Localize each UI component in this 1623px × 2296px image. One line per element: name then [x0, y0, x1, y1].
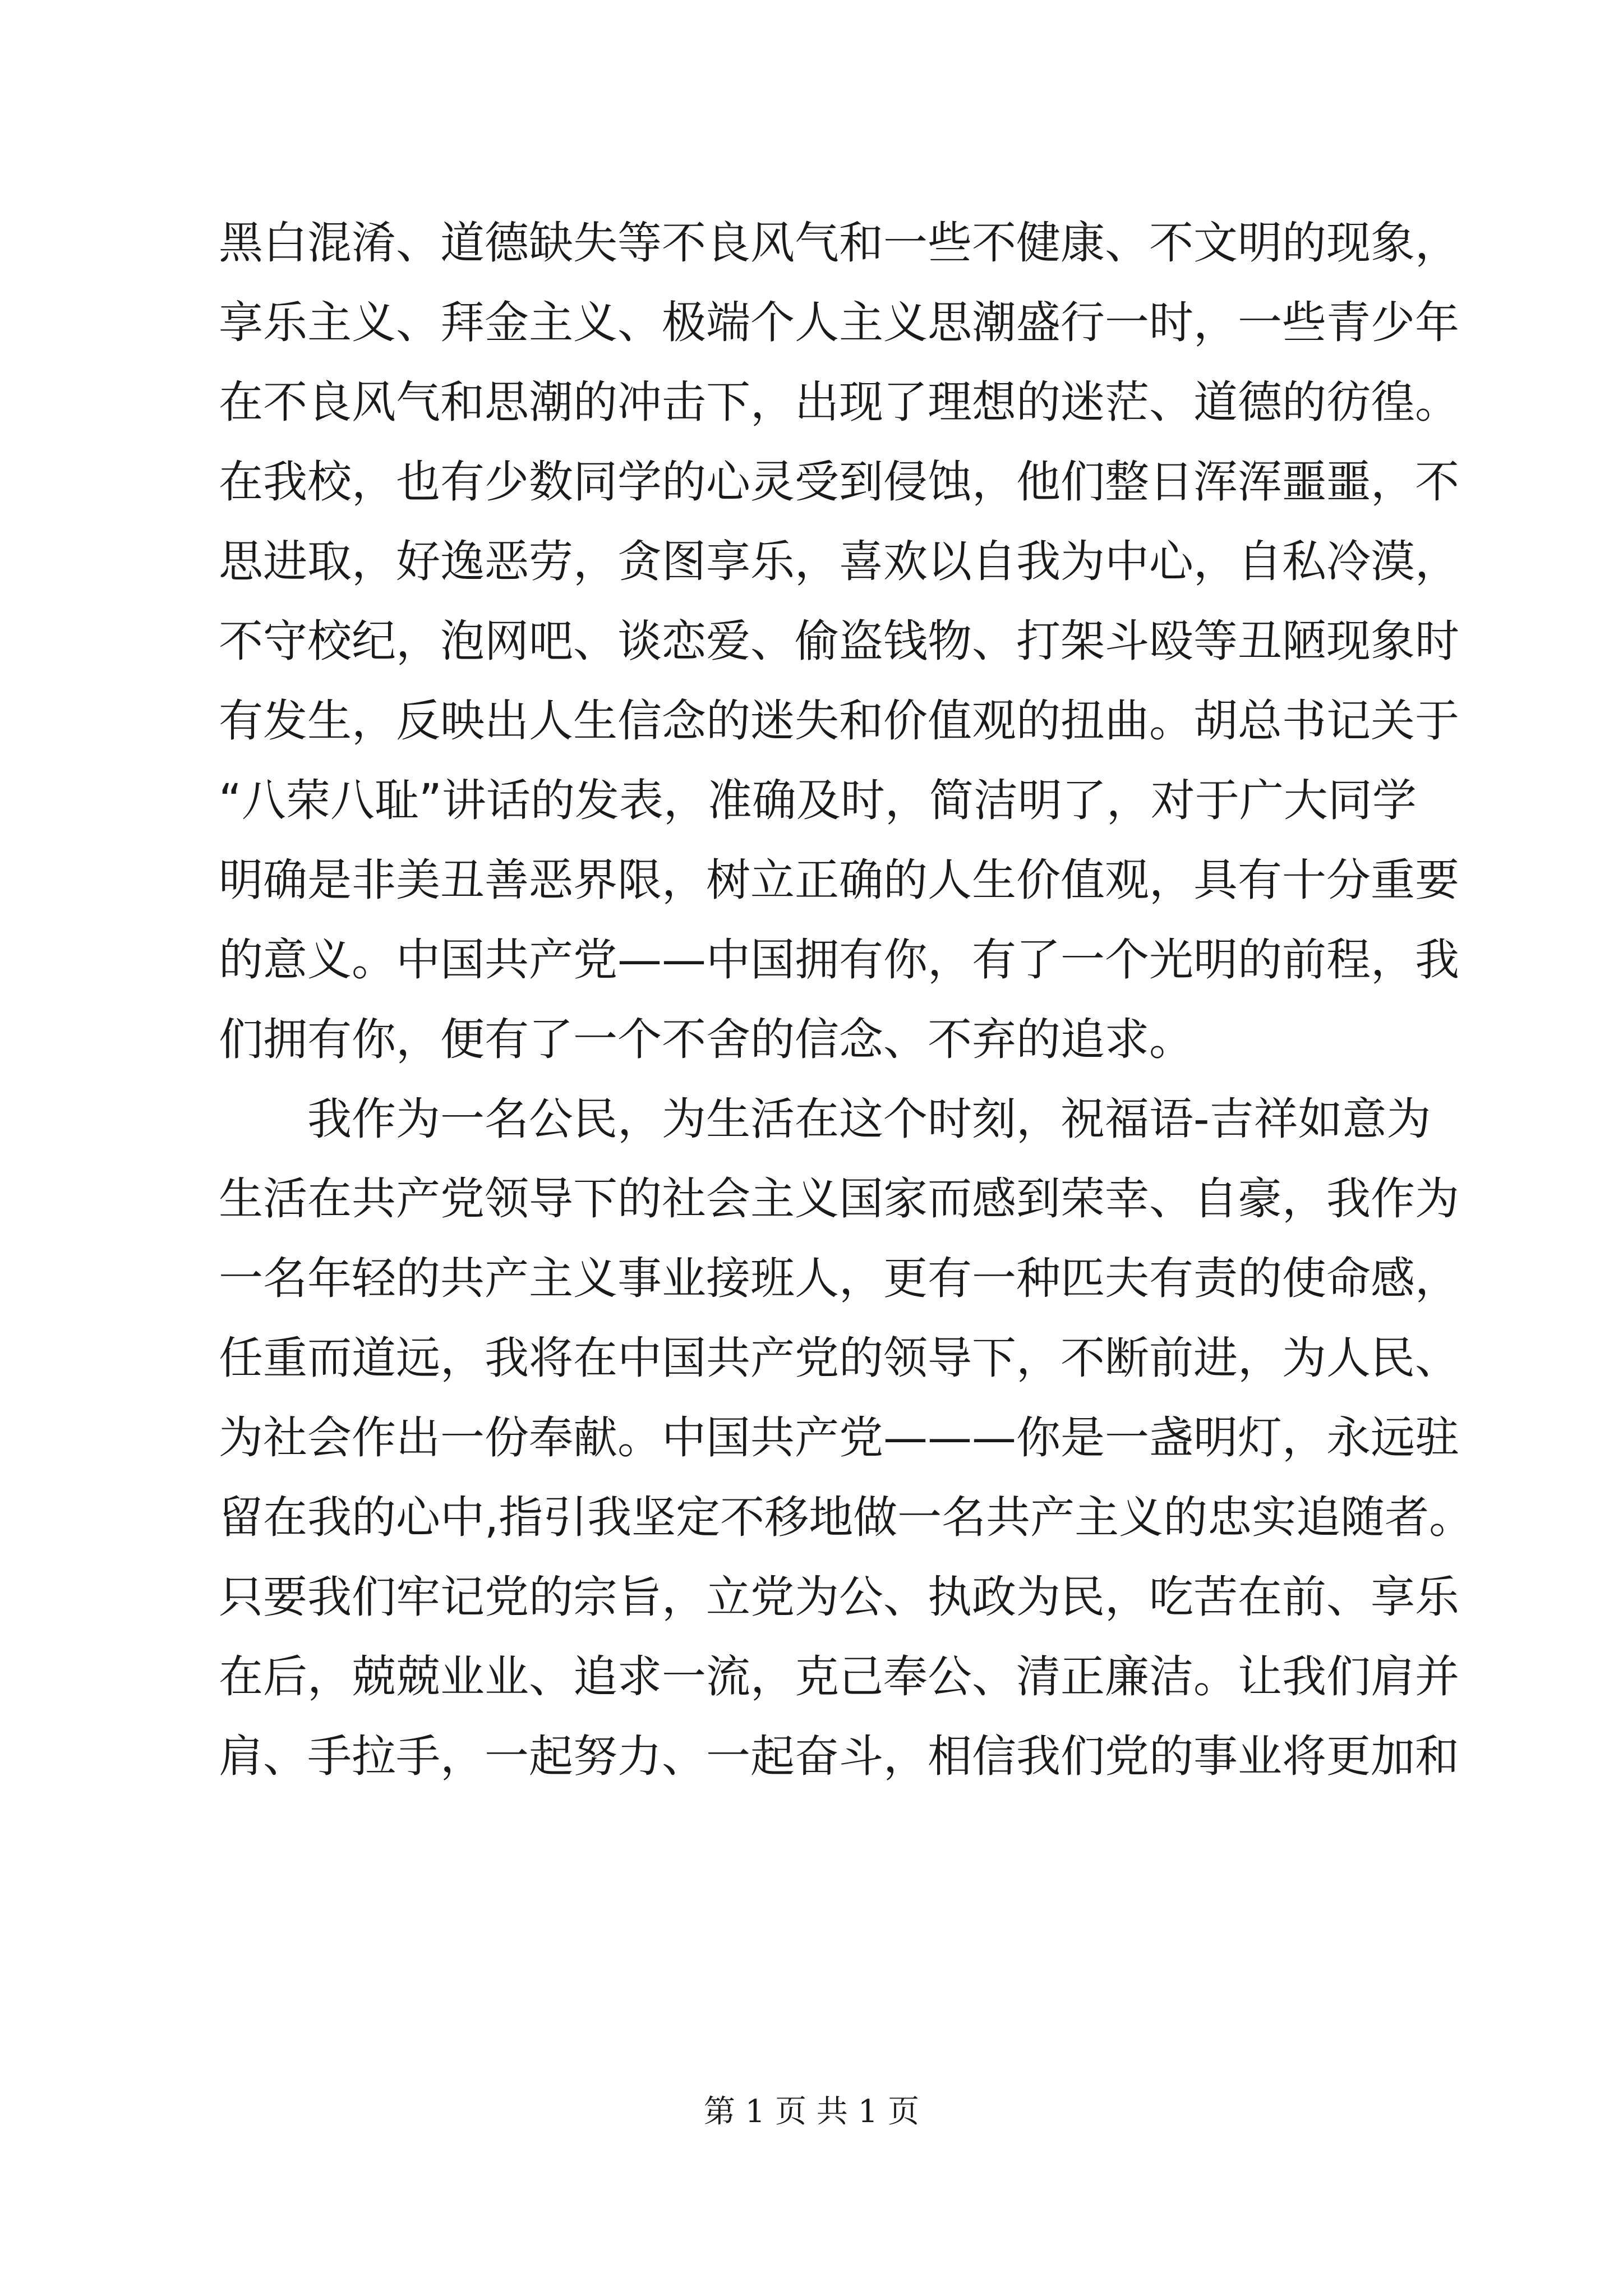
paragraph-start-line: 我作为一名公民，为生活在这个时刻，祝福语-吉祥如意为 — [307, 1093, 1431, 1145]
text-line: 肩、手拉手，一起努力、一起奋斗，相信我们党的事业将更加和 — [219, 1731, 1459, 1782]
text-line: 生活在共产党领导下的社会主义国家而感到荣幸、自豪，我作为 — [219, 1173, 1459, 1225]
text-line: 思进取，好逸恶劳，贪图享乐，喜欢以自我为中心，自私冷漠， — [219, 536, 1459, 587]
text-line: 一名年轻的共产主义事业接班人，更有一种匹夫有责的使命感， — [219, 1253, 1459, 1304]
text-line: 在后，兢兢业业、追求一流，克己奉公、清正廉洁。让我们肩并 — [219, 1651, 1459, 1703]
text-line: 明确是非美丑善恶界限，树立正确的人生价值观，具有十分重要 — [219, 854, 1459, 906]
text-line: 享乐主义、拜金主义、极端个人主义思潮盛行一时，一些青少年 — [219, 297, 1459, 348]
text-line: 只要我们牢记党的宗旨，立党为公、执政为民，吃苦在前、享乐 — [219, 1571, 1459, 1623]
document-body — [219, 203, 1474, 1796]
text-line: 留在我的心中,指引我坚定不移地做一名共产主义的忠实追随者。 — [219, 1492, 1474, 1543]
text-line: 在不良风气和思潮的冲击下，出现了理想的迷茫、道德的彷徨。 — [219, 376, 1459, 428]
text-line: 有发生，反映出人生信念的迷失和价值观的扭曲。胡总书记关于 — [219, 695, 1459, 747]
text-line: 为社会作出一份奉献。中国共产党———你是一盏明灯，永远驻 — [219, 1412, 1459, 1464]
text-line: 不守校纪，泡网吧、谈恋爱、偷盗钱物、打架斗殴等丑陋现象时 — [219, 615, 1459, 667]
page-number-footer: 第 1 页 共 1 页 — [703, 2093, 920, 2130]
text-line: 在我校，也有少数同学的心灵受到侵蚀，他们整日浑浑噩噩，不 — [219, 456, 1459, 508]
text-line: 黑白混淆、道德缺失等不良风气和一些不健康、不文明的现象， — [219, 217, 1459, 269]
text-line: 的意义。中国共产党——中国拥有你，有了一个光明的前程，我 — [219, 934, 1459, 986]
text-line: 们拥有你，便有了一个不舍的信念、不弃的追求。 — [219, 1014, 1193, 1065]
text-line: “八荣八耻”讲话的发表，准确及时，简洁明了，对于广大同学 — [219, 775, 1417, 826]
text-line: 任重而道远，我将在中国共产党的领导下，不断前进，为人民、 — [219, 1332, 1459, 1384]
